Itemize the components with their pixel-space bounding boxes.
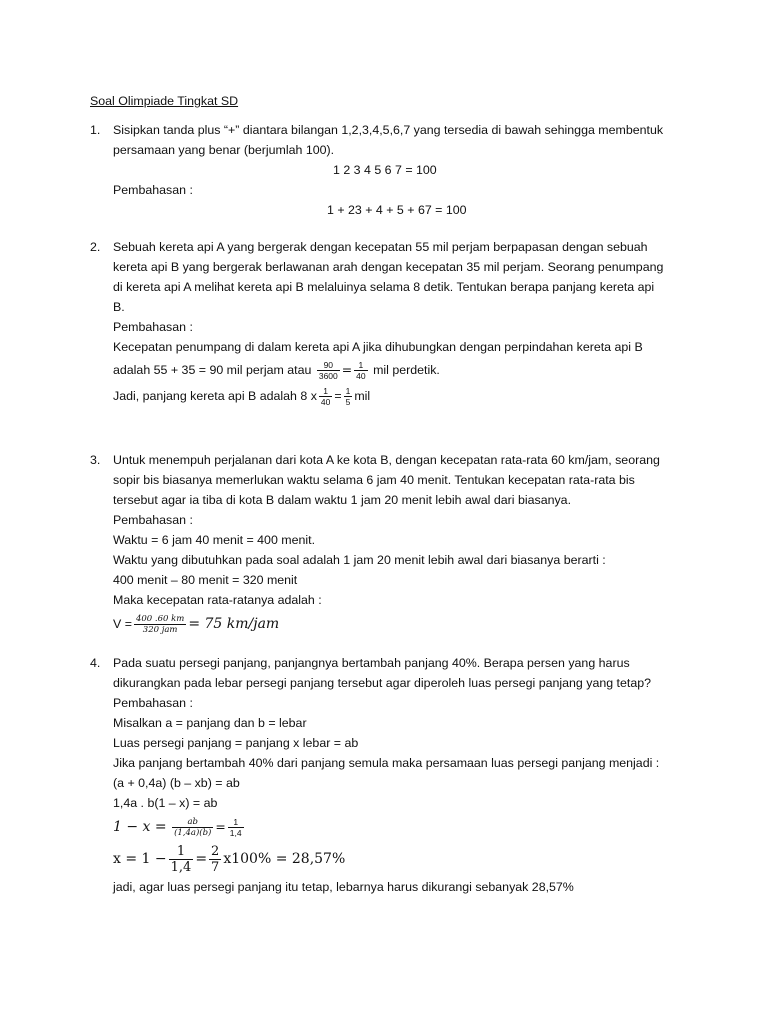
page-title: Soal Olimpiade Tingkat SD (90, 94, 239, 108)
fraction: $\frac{400 .60 km}{\text{320 jam}}$ (135, 614, 185, 636)
conclusion-text: jadi, agar luas persegi panjang itu tetap, lebarnya harus dikurangi sebanyak 28,57% (113, 880, 574, 894)
question-number: 2. (90, 240, 101, 254)
solution-text: 400 menit – 80 menit = 320 menit (113, 573, 298, 587)
pembahasan-label: Pembahasan : (113, 320, 193, 334)
solution-text: adalah 55 + 35 = 90 mil perjam atau (113, 363, 312, 377)
velocity-formula (113, 610, 690, 638)
question-text: persamaan yang benar (berjumlah 100). (113, 143, 335, 157)
pembahasan-label: Pembahasan : (113, 696, 193, 710)
fraction: $\frac{90}{3600}$ (318, 360, 338, 382)
question-text: dikurangkan pada lebar persegi panjang tersebut agar diperoleh luas persegi panjang yang tetap? (113, 676, 652, 690)
question-3 (90, 450, 690, 638)
solution-text: Waktu yang dibutuhkan pada soal adalah 1 jam 20 menit lebih awal dari biasanya berarti : (113, 553, 606, 567)
equals-sign: = (195, 851, 208, 867)
fraction: $\frac{1}{1,4}$ (170, 844, 192, 876)
fraction: $\frac{ab}{(1,4a)(b)}$ (174, 817, 212, 839)
question-number: 3. (90, 453, 101, 467)
fraction: $\frac{1}{1,4}$ (229, 817, 242, 839)
formula-result: x100% = 28,57% (223, 851, 346, 867)
equals-sign: = (215, 819, 226, 834)
solution-line (113, 357, 690, 383)
fraction: $\frac{2}{7}$ (211, 844, 220, 876)
formula-result: = 75 km/jam (188, 616, 280, 632)
solution-text: Kecepatan penumpang di dalam kereta api A jika dihubungkan dengan perpindahan kereta api B (113, 340, 643, 354)
question-text: Untuk menempuh perjalanan dari kota A ke kota B, dengan kecepatan rata-rata 60 km/jam, seorang (113, 453, 660, 467)
equals-sign: = (334, 389, 342, 403)
solution-text: mil perdetik. (373, 363, 440, 377)
solution-text: Luas persegi panjang = panjang x lebar = ab (113, 736, 359, 750)
fraction: $\frac{1}{40}$ (356, 360, 366, 382)
formula-text: x = 1 − (113, 851, 167, 867)
equation: 1 2 3 4 5 6 7 = 100 (333, 163, 437, 177)
solution-text: 1,4a . b(1 – x) = ab (113, 796, 218, 810)
solution-text: (a + 0,4a) (b – xb) = ab (113, 776, 240, 790)
question-1 (90, 120, 690, 220)
fraction: $\frac{1}{40}$ (320, 386, 331, 408)
question-text: Pada suatu persegi panjang, panjangnya bertambah panjang 40%. Berapa persen yang harus (113, 656, 630, 670)
equation-1 (113, 813, 690, 841)
solution-line (113, 383, 690, 409)
question-number: 1. (90, 123, 101, 137)
solution-text: Waktu = 6 jam 40 menit = 400 menit. (113, 533, 316, 547)
solution-text: Misalkan a = panjang dan b = lebar (113, 716, 307, 730)
solution-text: V = (113, 617, 132, 631)
question-text: Sisipkan tanda plus “+” diantara bilangan 1,2,3,4,5,6,7 yang tersedia di bawah sehingga membentuk (113, 123, 664, 137)
formula-text: 1 − x = (113, 819, 167, 835)
equation-2 (113, 841, 690, 877)
question-text: di kereta api A melihat kereta api B melaluinya selama 8 detik. Tentukan berapa panjang kereta api (113, 280, 655, 294)
question-2 (90, 237, 690, 409)
question-text: sopir bis biasanya memerlukan waktu selama 6 jam 40 menit. Tentukan kecepatan rata-rata bis (113, 473, 635, 487)
question-text: kereta api B yang bergerak berlawanan arah dengan kecepatan 35 mil perjam. Seorang penumpang (113, 260, 664, 274)
question-4 (90, 653, 690, 897)
answer: 1 + 23 + 4 + 5 + 67 = 100 (327, 203, 467, 217)
fraction: $\frac{1}{5}$ (345, 386, 351, 408)
solution-text: Jika panjang bertambah 40% dari panjang semula maka persamaan luas persegi panjang menjadi : (113, 756, 660, 770)
question-text: B. (113, 300, 125, 314)
solution-text: Jadi, panjang kereta api B adalah 8 x (113, 389, 317, 403)
solution-text: Maka kecepatan rata-ratanya adalah : (113, 593, 322, 607)
question-text: tersebut agar ia tiba di kota B dalam waktu 1 jam 20 menit lebih awal dari biasanya. (113, 493, 572, 507)
question-text: Sebuah kereta api A yang bergerak dengan kecepatan 55 mil perjam berpapasan dengan sebuah (113, 240, 648, 254)
question-number: 4. (90, 656, 101, 670)
pembahasan-label: Pembahasan : (113, 513, 193, 527)
solution-text: mil (354, 389, 371, 403)
pembahasan-label: Pembahasan : (113, 183, 193, 197)
equals-sign: = (341, 362, 353, 377)
